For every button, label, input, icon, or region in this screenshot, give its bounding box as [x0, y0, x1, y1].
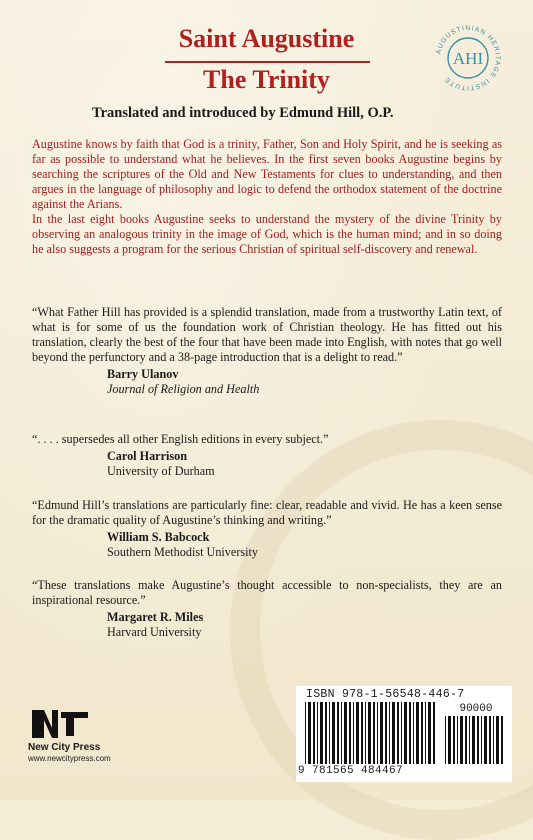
barcode-bar [377, 702, 378, 764]
addon-barcode [444, 716, 504, 764]
quote-attribution [107, 610, 502, 640]
book-title: The Trinity [203, 65, 330, 94]
barcode-bar [325, 702, 327, 764]
translator-credit: Translated and introduced by Edmund Hill, O.P. [92, 105, 394, 121]
barcode-bar [313, 702, 315, 764]
reviewer-name: Carol Harrison [107, 449, 188, 463]
reviewer-name: William S. Babcock [107, 530, 210, 544]
barcode-bar [425, 702, 426, 764]
title-divider [165, 61, 370, 63]
logo-ring-text: AUGUSTINIAN HERITAGE INSTITUTE [435, 24, 502, 92]
barcode-bar [472, 716, 475, 764]
barcode-bar [460, 716, 463, 764]
barcode-bar [380, 702, 383, 764]
barcode-bar [445, 716, 446, 764]
barcode-bar [453, 716, 455, 764]
barcode-addon-number: 90000 [459, 703, 493, 715]
quote-attribution [107, 367, 502, 397]
barcode-bar [356, 702, 359, 764]
barcode-bar [496, 716, 499, 764]
isbn-text: ISBN 978-1-56548-446-7 [306, 688, 465, 701]
barcode-bar [481, 716, 482, 764]
review-quote [32, 432, 502, 479]
barcode-bar [373, 702, 375, 764]
barcode-bar [317, 702, 318, 764]
barcode-bar [489, 716, 491, 764]
barcode-bar [484, 716, 487, 764]
barcode-bar [337, 702, 339, 764]
barcode-bar [493, 716, 494, 764]
quote-attribution [107, 449, 502, 479]
barcode-bar [320, 702, 323, 764]
barcode-bar [361, 702, 363, 764]
review-quote [32, 578, 502, 640]
barcode-bar [421, 702, 423, 764]
quote-attribution [107, 530, 502, 560]
review-quote [32, 498, 502, 560]
quote-text: “What Father Hill has provided is a splendid translation, made from a trustworthy Latin text, of what is for some of us the foundation work of Christian theology. He has fitted out his translation, clearly the best of the four that have been made into English, with notes that go well beyond the perfunctory and a 38-page introduction that is a delight to read.” [32, 305, 502, 364]
barcode-bar [349, 702, 351, 764]
barcode-bar [332, 702, 335, 764]
barcode-bar [413, 702, 414, 764]
barcode-panel [296, 686, 512, 782]
book-description [32, 137, 502, 257]
barcode-bar [428, 702, 431, 764]
barcode-bar [404, 702, 407, 764]
barcode-bar [397, 702, 399, 764]
reviewer-name: Margaret R. Miles [107, 610, 204, 624]
barcode-bar [501, 716, 503, 764]
quote-text: “. . . . supersedes all other English editions in every subject.” [32, 432, 329, 446]
barcode-bar [448, 716, 451, 764]
barcode-bar [305, 702, 306, 764]
barcode-bar [469, 716, 470, 764]
reviewer-affiliation: University of Durham [107, 464, 215, 478]
quote-text: “These translations make Augustine’s thought accessible to non-specialists, they are an inspirational resource.” [32, 578, 502, 607]
barcode-bar [341, 702, 342, 764]
publisher-name: New City Press [28, 742, 101, 753]
barcode-bar [365, 702, 366, 764]
ean-barcode [304, 702, 436, 764]
reviewer-affiliation: Harvard University [107, 625, 202, 639]
barcode-bar [457, 716, 458, 764]
new-city-press-logo [30, 706, 90, 740]
ean-number: 9 781565 484467 [298, 765, 404, 777]
barcode-bar [353, 702, 354, 764]
barcode-bar [409, 702, 411, 764]
barcode-bar [465, 716, 467, 764]
barcode-bar [392, 702, 395, 764]
barcode-bar [477, 716, 479, 764]
barcode-bar [416, 702, 419, 764]
barcode-bar [344, 702, 347, 764]
augustinian-heritage-institute-logo [430, 20, 506, 96]
reviewer-affiliation: Journal of Religion and Health [107, 382, 260, 396]
description-paragraph: Augustine knows by faith that God is a trinity, Father, Son and Holy Spirit, and he is seeking as far as possible to understand what he believes. In the first seven books Augustine begins by searching the scriptures of the Old and New Testaments for clues to understanding, and then argues in the language of philosophy and logic to defend the orthodox statement of the doctrine against the Arians. [32, 137, 502, 211]
reviewer-name: Barry Ulanov [107, 367, 179, 381]
quote-text: “Edmund Hill’s translations are particularly fine: clear, readable and vivid. He has a keen sense for the dramatic quality of Augustine’s thinking and writing.” [32, 498, 502, 527]
review-quote [32, 305, 502, 397]
barcode-bar [433, 702, 435, 764]
logo-monogram: AHI [452, 49, 484, 68]
publisher-url: www.newcitypress.com [28, 754, 111, 763]
description-paragraph: In the last eight books Augustine seeks to understand the mystery of the divine Trinity by observing an analogous trinity in the image of God, which is the human mind; and in so doing he also suggests a program for the serious Christian of spiritual self-discovery and renewal. [32, 212, 502, 256]
barcode-bar [389, 702, 390, 764]
book-author: Saint Augustine [178, 24, 355, 53]
barcode-bar [385, 702, 387, 764]
barcode-bar [308, 702, 311, 764]
barcode-bar [401, 702, 402, 764]
barcode-bar [368, 702, 371, 764]
barcode-bar [329, 702, 330, 764]
reviewer-affiliation: Southern Methodist University [107, 545, 258, 559]
